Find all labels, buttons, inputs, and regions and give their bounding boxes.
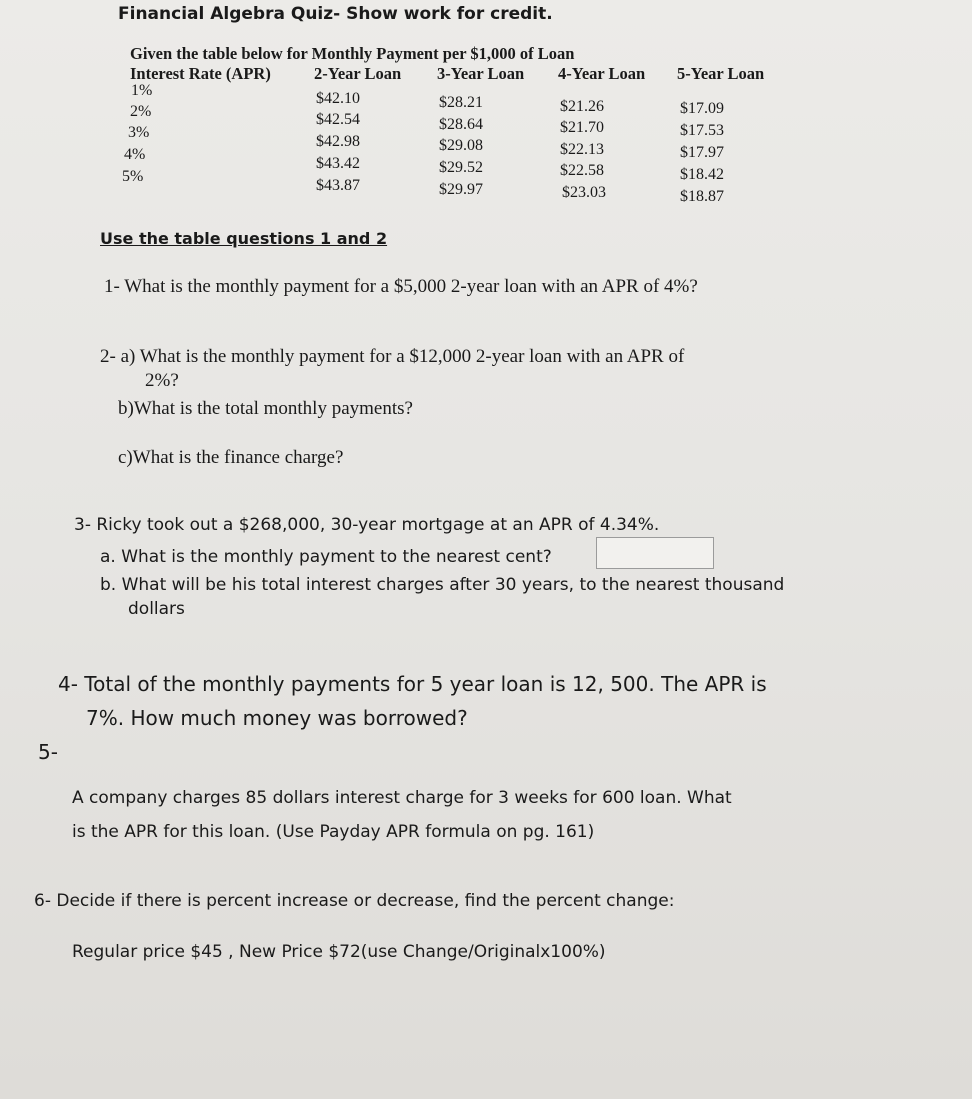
question-2c: c)What is the finance charge? [118, 447, 344, 468]
question-5-line2: is the APR for this loan. (Use Payday APR formula on pg. 161) [72, 822, 595, 842]
table-cell: $22.58 [560, 162, 604, 179]
question-3b-line2: dollars [128, 599, 185, 619]
question-4-line1: 4- Total of the monthly payments for 5 year loan is 12, 500. The APR is [58, 672, 767, 696]
table-cell: $29.52 [439, 159, 483, 176]
table-intro: Given the table below for Monthly Payment per $1,000 of Loan [130, 44, 575, 63]
table-cell: $17.53 [680, 122, 724, 139]
table-cell: $29.97 [439, 181, 483, 198]
question-5-number: 5- [38, 740, 58, 764]
table-cell: $18.42 [680, 166, 724, 183]
question-4-line2: 7%. How much money was borrowed? [86, 706, 468, 730]
table-cell: $17.97 [680, 144, 724, 161]
question-3a: a. What is the monthly payment to the nearest cent? [100, 547, 552, 567]
use-table-instruction: Use the table questions 1 and 2 [100, 229, 388, 248]
header-2yr: 2-Year Loan [314, 64, 402, 83]
quiz-title: Financial Algebra Quiz- Show work for credit. [118, 4, 553, 24]
header-4yr: 4-Year Loan [558, 64, 646, 83]
question-1: 1- What is the monthly payment for a $5,000 2-year loan with an APR of 4%? [104, 276, 698, 297]
question-3-stem: 3- Ricky took out a $268,000, 30-year mortgage at an APR of 4.34%. [74, 515, 660, 535]
question-6-detail: Regular price $45 , New Price $72(use Change/Originalx100%) [72, 942, 606, 962]
table-cell: $43.42 [316, 155, 360, 172]
header-apr: Interest Rate (APR) [130, 64, 271, 83]
table-cell: $17.09 [680, 100, 724, 117]
table-cell: $42.10 [316, 90, 360, 107]
header-3yr: 3-Year Loan [437, 64, 525, 83]
question-2a-line2: 2%? [145, 370, 179, 391]
table-cell: $18.87 [680, 188, 724, 205]
table-cell: $42.54 [316, 111, 360, 128]
table-cell: $21.26 [560, 98, 604, 115]
table-cell: $28.21 [439, 94, 483, 111]
header-5yr: 5-Year Loan [677, 64, 765, 83]
table-cell: $23.03 [562, 184, 606, 201]
table-cell: $43.87 [316, 177, 360, 194]
question-3b-line1: b. What will be his total interest charges after 30 years, to the nearest thousand [100, 575, 785, 595]
table-cell: $21.70 [560, 119, 604, 136]
table-row-rate: 2% [130, 103, 152, 120]
table-cell: $42.98 [316, 133, 360, 150]
question-5-line1: A company charges 85 dollars interest charge for 3 weeks for 600 loan. What [72, 788, 732, 808]
question-2b: b)What is the total monthly payments? [118, 398, 413, 419]
table-row-rate: 4% [124, 146, 146, 163]
table-cell: $22.13 [560, 141, 604, 158]
answer-box[interactable] [596, 537, 714, 569]
question-6-stem: 6- Decide if there is percent increase or decrease, find the percent change: [34, 891, 675, 911]
table-row-rate: 3% [128, 124, 150, 141]
table-row-rate: 5% [122, 168, 144, 185]
table-cell: $29.08 [439, 137, 483, 154]
table-cell: $28.64 [439, 116, 483, 133]
table-row-rate: 1% [131, 82, 153, 99]
question-2a-line1: 2- a) What is the monthly payment for a $12,000 2-year loan with an APR of [100, 346, 685, 367]
